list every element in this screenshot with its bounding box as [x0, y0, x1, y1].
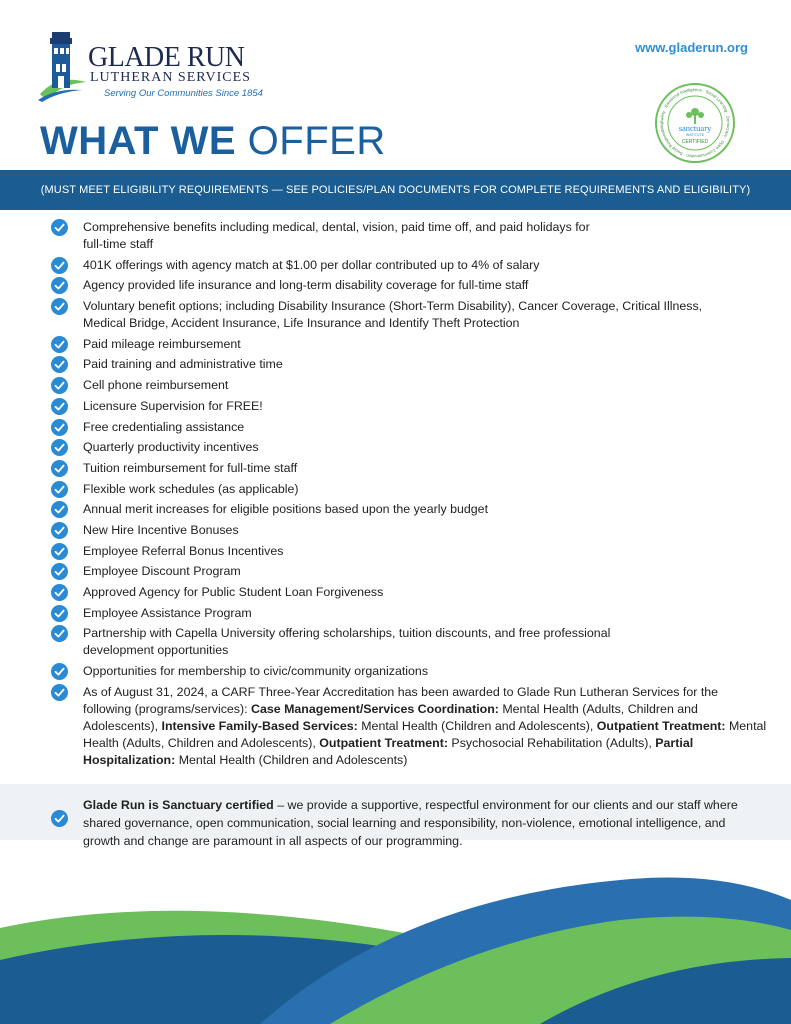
check-icon: [51, 684, 68, 701]
benefit-text-line1: Flexible work schedules (as applicable): [83, 481, 299, 496]
logo-tagline: Serving Our Communities Since 1854: [104, 88, 263, 99]
sanctuary-section: [0, 784, 791, 848]
benefit-item: [0, 543, 791, 560]
logo-name: GLADE RUN: [88, 42, 245, 73]
benefit-item: [0, 663, 791, 680]
check-icon: [51, 663, 68, 680]
benefit-item: [0, 584, 791, 601]
check-icon: [51, 605, 68, 622]
benefit-text-line1: Approved Agency for Public Student Loan Forgiveness: [83, 585, 384, 599]
benefit-item: [0, 277, 791, 294]
benefit-item: [0, 501, 791, 518]
benefit-item: [0, 356, 791, 373]
page-title: [40, 119, 386, 164]
check-icon: [51, 460, 68, 477]
benefit-text-line1: Employee Assistance Program: [83, 605, 252, 620]
benefit-text-line1: Employee Discount Program: [83, 564, 241, 579]
badge-institute-text: INSTITUTE: [685, 133, 705, 137]
benefit-text-line1: Paid mileage reimbursement: [83, 336, 241, 351]
carf-accreditation-item: [0, 684, 791, 769]
benefit-item: [0, 481, 791, 498]
glade-run-logo[interactable]: [38, 30, 263, 102]
carf-program-label: Case Management/Services Coordination:: [251, 701, 499, 716]
benefit-text-line1: New Hire Incentive Bonuses: [83, 522, 239, 537]
check-icon: [51, 257, 68, 274]
benefit-text-line1: Agency provided life insurance and long-term disability coverage for full-time staff: [83, 278, 529, 293]
benefit-item: [0, 377, 791, 394]
benefit-text-line1: Paid training and administrative time: [83, 357, 283, 372]
tower-logo-icon: [38, 30, 88, 102]
carf-program-label: Partial Hospitalization:: [83, 735, 694, 767]
benefit-text-line1: Cell phone reimbursement: [83, 378, 229, 393]
check-icon: [51, 377, 68, 394]
benefit-text-line1: Free credentialing assistance: [83, 419, 245, 434]
check-icon: [51, 584, 68, 601]
benefit-item: [0, 419, 791, 436]
benefit-text-line1: Comprehensive benefits including medical, dental, vision, paid time off, and paid holidays for: [83, 220, 590, 234]
check-icon: [51, 481, 68, 498]
badge-center-text: sanctuary: [678, 123, 712, 133]
carf-intro: As of August 31, 2024, a CARF Three-Year Accreditation has been awarded to Glade Run Lutheran Services for the following (programs/services):: [83, 684, 719, 716]
sanctuary-label: Glade Run is Sanctuary certified: [83, 798, 274, 812]
check-icon: [51, 810, 68, 827]
header: [0, 0, 791, 170]
benefit-item: [0, 563, 791, 580]
benefit-text-line1: Licensure Supervision for FREE!: [83, 398, 263, 413]
benefit-text-line1: Quarterly productivity incentives: [83, 440, 259, 455]
check-icon: [51, 439, 68, 456]
benefits-list: [0, 219, 791, 772]
sanctuary-statement: [83, 796, 763, 850]
carf-program-label: Outpatient Treatment:: [319, 735, 448, 750]
decorative-waves: [0, 840, 791, 1024]
benefit-item: [0, 460, 791, 477]
check-icon: [51, 219, 68, 236]
benefit-item: [0, 219, 791, 253]
check-icon: [51, 543, 68, 560]
check-icon: [51, 277, 68, 294]
carf-program-text: Mental Health (Children and Adolescents): [175, 752, 408, 767]
benefit-text-line1: Employee Referral Bonus Incentives: [83, 543, 284, 558]
carf-program-text: Mental Health (Adults, Children and Adolescents),: [83, 701, 698, 733]
sanctuary-description: – we provide a supportive, respectful environment for our clients and our staff where shared governance, open communication, social learning and responsibility, non-violence, emotional intelligence, and growth and change are paramount in all aspects of our programming.: [83, 798, 738, 848]
benefit-item: [0, 336, 791, 353]
badge-certified-text: CERTIFIED: [681, 139, 709, 145]
logo-subtitle: LUTHERAN SERVICES: [90, 70, 251, 85]
check-icon: [51, 356, 68, 373]
badge-ring-text: Safety · Emotional Intelligence · Social Learning · Democracy · Open Communication · Social Responsibility: [658, 86, 732, 160]
carf-program-text: Mental Health (Adults, Children and Adolescents),: [83, 718, 767, 750]
check-icon: [51, 522, 68, 539]
check-icon: [51, 625, 68, 642]
check-icon: [51, 298, 68, 315]
benefit-text-line1: Opportunities for membership to civic/community organizations: [83, 664, 429, 679]
website-link[interactable]: www.gladerun.org: [635, 40, 748, 55]
carf-program-text: Mental Health (Children and Adolescents),: [357, 718, 597, 733]
benefit-item: [0, 625, 791, 659]
benefit-text-line1: Annual merit increases for eligible positions based upon the yearly budget: [83, 502, 489, 517]
benefit-text-line2: full-time staff: [83, 237, 154, 251]
benefit-item: [0, 257, 791, 274]
benefit-text-line1: Voluntary benefit options; including Disability Insurance (Short-Term Disability), Cancer Coverage, Critical Illness,: [83, 299, 703, 314]
benefit-text-line2: Medical Bridge, Accident Insurance, Life Insurance and Identify Theft Protection: [83, 316, 520, 331]
benefit-item: [0, 298, 791, 332]
carf-program-label: Outpatient Treatment:: [596, 718, 726, 733]
sanctuary-certified-badge: [654, 82, 736, 164]
benefit-item: [0, 439, 791, 456]
eligibility-banner: (MUST MEET ELIGIBILITY REQUIREMENTS — SEE POLICIES/PLAN DOCUMENTS FOR COMPLETE REQUIREMENTS AND ELIGIBILITY): [0, 170, 791, 210]
benefit-text-line1: Tuition reimbursement for full-time staff: [83, 460, 298, 475]
benefit-item: [0, 522, 791, 539]
carf-program-text: Psychosocial Rehabilitation (Adults),: [447, 735, 656, 750]
page-title-rest: OFFER: [247, 119, 386, 163]
benefit-text-line2: development opportunities: [83, 643, 229, 658]
check-icon: [51, 398, 68, 415]
benefit-item: [0, 605, 791, 622]
check-icon: [51, 563, 68, 580]
check-icon: [51, 419, 68, 436]
check-icon: [51, 336, 68, 353]
benefit-text-line1: Partnership with Capella University offering scholarships, tuition discounts, and free professional: [83, 626, 611, 641]
benefit-item: [0, 398, 791, 415]
carf-program-label: Intensive Family-Based Services:: [161, 718, 358, 733]
check-icon: [51, 501, 68, 518]
page-title-bold: WHAT WE: [40, 119, 237, 163]
benefit-text-line1: 401K offerings with agency match at $1.00 per dollar contributed up to 4% of salary: [83, 257, 540, 272]
